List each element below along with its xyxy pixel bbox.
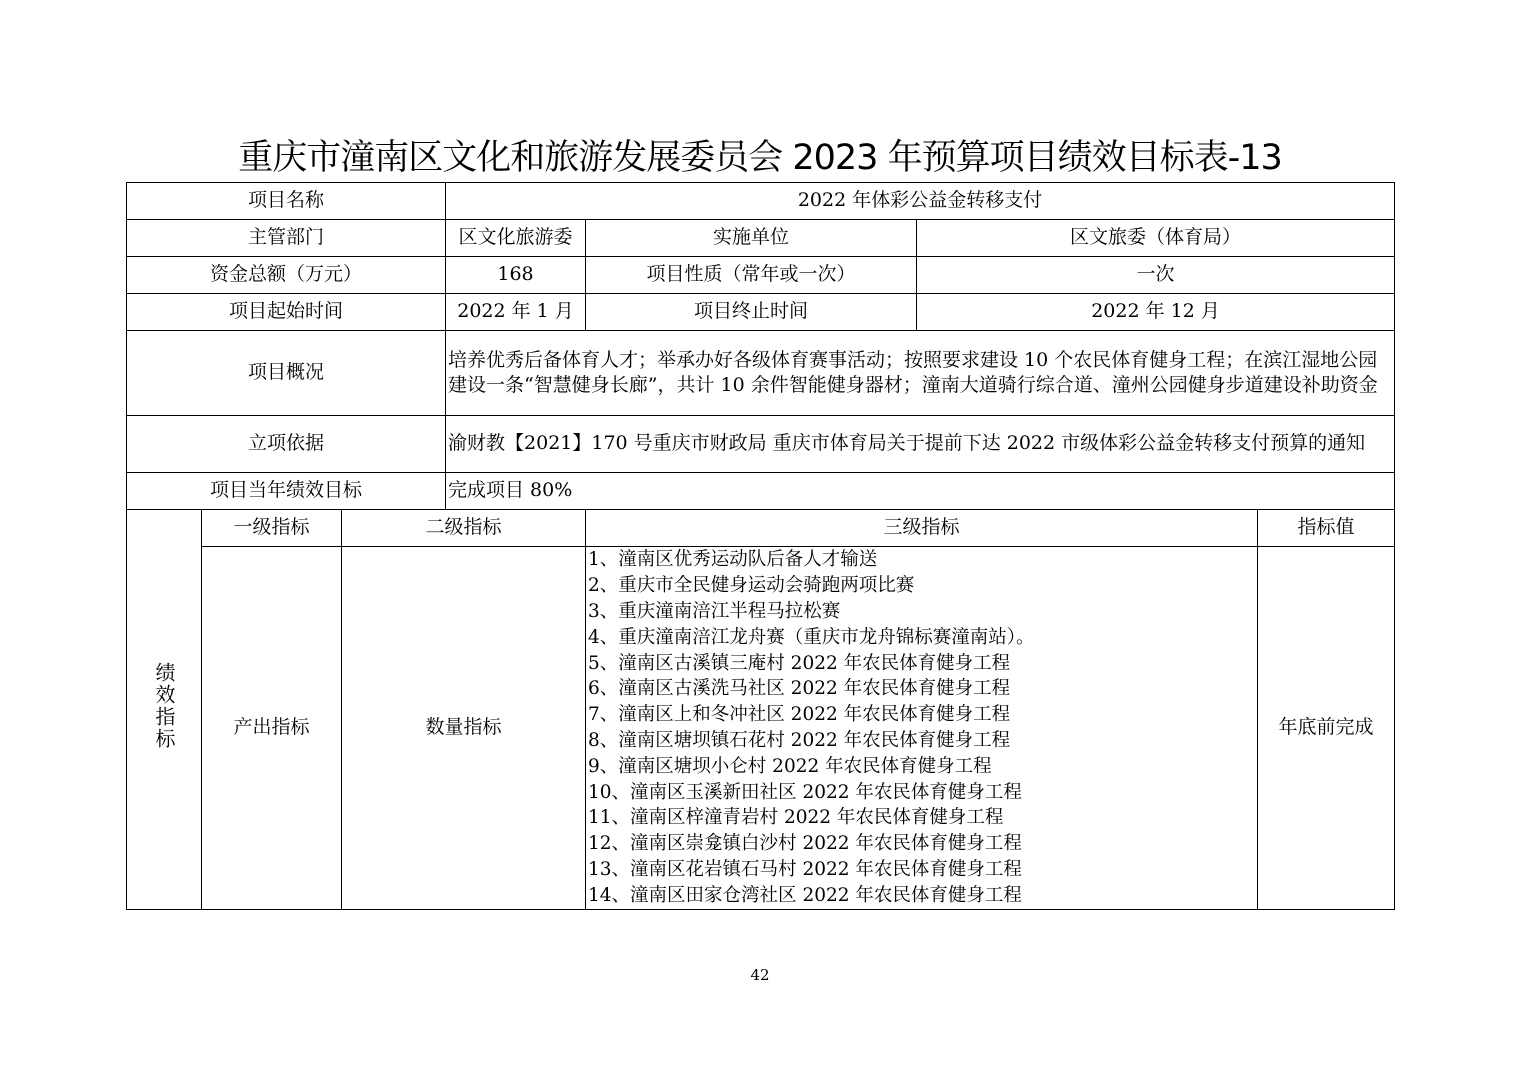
performance-target-table bbox=[126, 182, 1395, 910]
overview-label: 项目概况 bbox=[127, 331, 446, 416]
implementing-unit-value: 区文旅委（体育局） bbox=[917, 220, 1395, 257]
row-department bbox=[127, 220, 1395, 257]
indicator-value-header: 指标值 bbox=[1258, 510, 1395, 547]
level2-header: 二级指标 bbox=[342, 510, 586, 547]
list-item: 14、潼南区田家仓湾社区 2022 年农民体育健身工程 bbox=[588, 884, 1022, 906]
annual-goal-label: 项目当年绩效目标 bbox=[127, 473, 446, 510]
level3-header: 三级指标 bbox=[586, 510, 1258, 547]
row-annual-goal bbox=[127, 473, 1395, 510]
row-dates bbox=[127, 294, 1395, 331]
list-item: 2、重庆市全民健身运动会骑跑两项比赛 bbox=[588, 575, 915, 597]
basis-label: 立项依据 bbox=[127, 416, 446, 473]
start-time-value: 2022 年 1 月 bbox=[446, 294, 586, 331]
department-label: 主管部门 bbox=[127, 220, 446, 257]
row-indicator-headers bbox=[127, 510, 1395, 547]
project-name-label: 项目名称 bbox=[127, 183, 446, 220]
project-nature-label: 项目性质（常年或一次） bbox=[586, 257, 917, 294]
page-title: 重庆市潼南区文化和旅游发展委员会 2023 年预算项目绩效目标表-13 bbox=[238, 138, 1282, 178]
list-item: 3、重庆潼南涪江半程马拉松赛 bbox=[588, 601, 841, 623]
end-time-label: 项目终止时间 bbox=[586, 294, 917, 331]
page-number: 42 bbox=[750, 966, 770, 984]
level2-value: 数量指标 bbox=[342, 547, 586, 910]
department-value: 区文化旅游委 bbox=[446, 220, 586, 257]
performance-indicator-label bbox=[127, 510, 202, 910]
list-item: 7、潼南区上和冬冲社区 2022 年农民体育健身工程 bbox=[588, 704, 1011, 726]
row-indicator-output bbox=[127, 547, 1395, 910]
list-item: 5、潼南区古溪镇三庵村 2022 年农民体育健身工程 bbox=[588, 652, 1011, 674]
start-time-label: 项目起始时间 bbox=[127, 294, 446, 331]
row-basis bbox=[127, 416, 1395, 473]
list-item: 6、潼南区古溪洗马社区 2022 年农民体育健身工程 bbox=[588, 678, 1011, 700]
list-item: 1、潼南区优秀运动队后备人才输送 bbox=[588, 549, 878, 571]
annual-goal-text: 完成项目 80% bbox=[446, 473, 1395, 510]
list-item: 9、潼南区塘坝小仑村 2022 年农民体育健身工程 bbox=[588, 755, 992, 777]
project-nature-value: 一次 bbox=[917, 257, 1395, 294]
row-funds bbox=[127, 257, 1395, 294]
list-item: 10、潼南区玉溪新田社区 2022 年农民体育健身工程 bbox=[588, 781, 1022, 803]
list-item: 4、重庆潼南涪江龙舟赛（重庆市龙舟锦标赛潼南站）。 bbox=[588, 626, 1035, 648]
implementing-unit-label: 实施单位 bbox=[586, 220, 917, 257]
performance-indicator-label-text: 绩效指标 bbox=[152, 662, 176, 750]
total-funds-label: 资金总额（万元） bbox=[127, 257, 446, 294]
end-time-value: 2022 年 12 月 bbox=[917, 294, 1395, 331]
level1-value: 产出指标 bbox=[202, 547, 342, 910]
list-item: 13、潼南区花岩镇石马村 2022 年农民体育健身工程 bbox=[588, 858, 1022, 880]
row-overview bbox=[127, 331, 1395, 416]
level3-list bbox=[586, 547, 1258, 910]
list-item: 12、潼南区崇龛镇白沙村 2022 年农民体育健身工程 bbox=[588, 833, 1022, 855]
project-name-value: 2022 年体彩公益金转移支付 bbox=[446, 183, 1395, 220]
row-project-name bbox=[127, 183, 1395, 220]
total-funds-value: 168 bbox=[446, 257, 586, 294]
level1-header: 一级指标 bbox=[202, 510, 342, 547]
overview-text: 培养优秀后备体育人才；举承办好各级体育赛事活动；按照要求建设 10 个农民体育健身工程；在滨江湿地公园建设一条“智慧健身长廊”，共计 10 余件智能健身器材；潼南大道骑行综合道、潼州公园健身步道建设补助资金 bbox=[446, 331, 1395, 416]
indicator-value: 年底前完成 bbox=[1258, 547, 1395, 910]
list-item: 11、潼南区梓潼青岩村 2022 年农民体育健身工程 bbox=[588, 807, 1004, 829]
basis-text: 渝财教【2021】170 号重庆市财政局 重庆市体育局关于提前下达 2022 市级体彩公益金转移支付预算的通知 bbox=[446, 416, 1395, 473]
list-item: 8、潼南区塘坝镇石花村 2022 年农民体育健身工程 bbox=[588, 730, 1011, 751]
